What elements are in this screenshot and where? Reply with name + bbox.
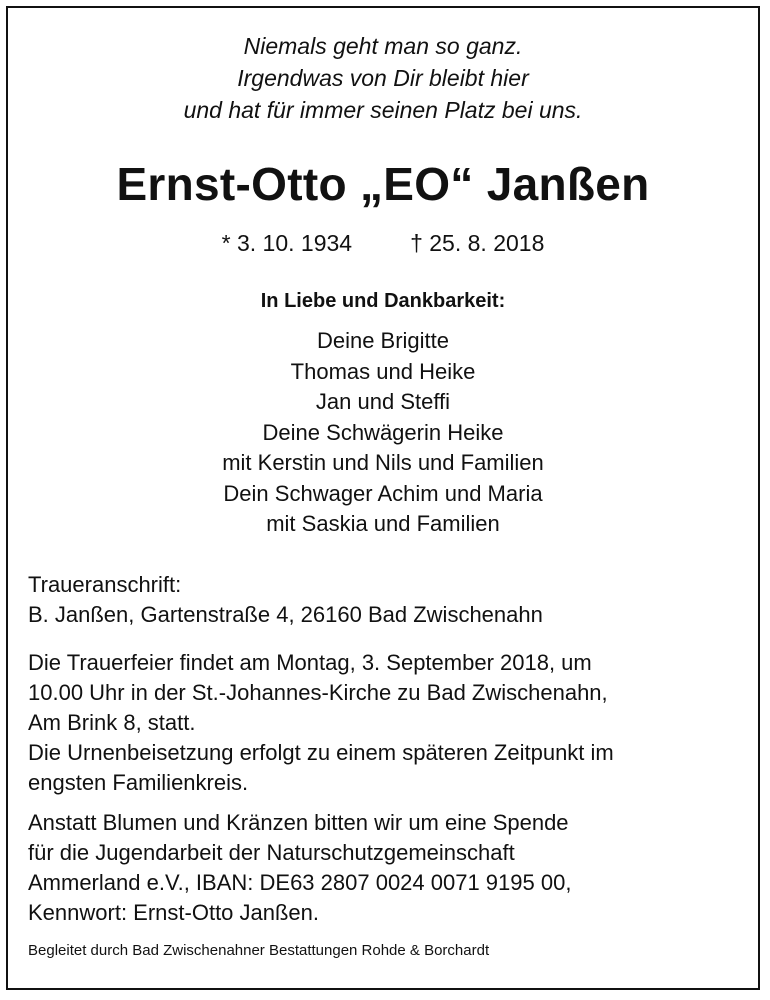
service-line: Die Urnenbeisetzung erfolgt zu einem späteren Zeitpunkt im xyxy=(28,740,614,765)
service-line: Die Trauerfeier findet am Montag, 3. September 2018, um xyxy=(28,650,592,675)
donation-line: Anstatt Blumen und Kränzen bitten wir um eine Spende xyxy=(28,810,569,835)
life-dates xyxy=(8,228,758,258)
address-line: B. Janßen, Gartenstraße 4, 26160 Bad Zwischenahn xyxy=(28,602,543,627)
mourner-line: Dein Schwager Achim und Maria xyxy=(223,480,543,506)
funeral-home-credit: Begleitet durch Bad Zwischenahner Bestattungen Rohde & Borchardt xyxy=(28,942,490,959)
mourner-line: Deine Brigitte xyxy=(316,328,450,353)
death-date: † 25. 8. 2018 xyxy=(410,230,545,256)
service-line: engsten Familienkreis. xyxy=(28,770,249,795)
birth-date: * 3. 10. 1934 xyxy=(221,230,353,256)
mourner-line: Jan und Steffi xyxy=(315,389,451,414)
deceased-name: Ernst-Otto „EO“ Janßen xyxy=(116,158,650,210)
motto-line: Irgendwas von Dir bleibt hier xyxy=(237,65,529,91)
service-line: Am Brink 8, statt. xyxy=(28,710,196,735)
service-line: 10.00 Uhr in der St.-Johannes-Kirche zu Bad Zwischenahn, xyxy=(28,680,608,705)
donation-line: für die Jugendarbeit der Naturschutzgemeinschaft xyxy=(28,840,515,865)
donation-line: Kennwort: Ernst-Otto Janßen. xyxy=(28,900,320,925)
signoff-heading: In Liebe und Dankbarkeit: xyxy=(260,290,506,312)
motto-line: und hat für immer seinen Platz bei uns. xyxy=(183,97,583,123)
service-info xyxy=(28,648,748,798)
mourner-line: Deine Schwägerin Heike xyxy=(262,419,504,445)
mourner-line: Thomas und Heike xyxy=(290,358,476,384)
donation-request xyxy=(28,808,748,928)
mourning-address xyxy=(28,570,748,630)
mourner-line: mit Saskia und Familien xyxy=(266,511,500,536)
donation-line: Ammerland e.V., IBAN: DE63 2807 0024 0071 9195 00, xyxy=(28,870,572,895)
mourners-list xyxy=(8,326,758,540)
motto-line: Niemals geht man so ganz. xyxy=(243,33,523,59)
memorial-motto xyxy=(8,30,758,126)
obituary-notice xyxy=(6,6,760,990)
mourner-line: mit Kerstin und Nils und Familien xyxy=(222,450,544,475)
address-label: Traueranschrift: xyxy=(28,572,182,597)
